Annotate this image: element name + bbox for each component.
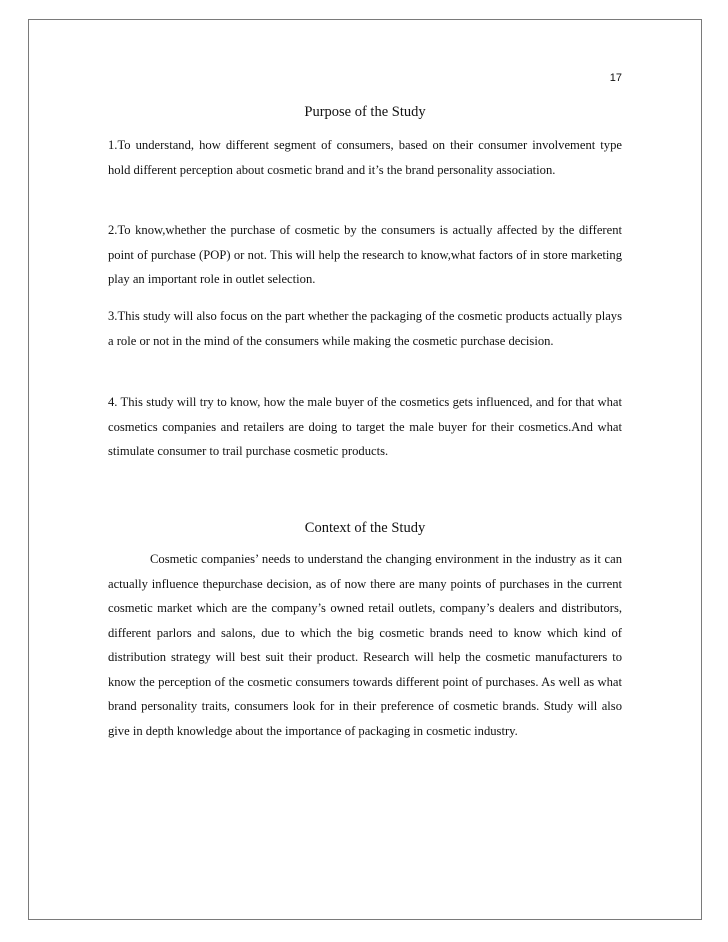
purpose-item-2: 2.To know,whether the purchase of cosmetic by the consumers is actually affected by the different point of purchase (POP) or not. This will help the research to know,what factors of in store marketing play an important role in outlet selection. [108,223,622,286]
context-heading: Context of the Study [304,520,426,536]
purpose-item-3: 3.This study will also focus on the part whether the packaging of the cosmetic products actually plays a role or not in the mind of the consumers while making the cosmetic purchase decision. [108,309,622,348]
context-body: Cosmetic companies’ needs to understand the changing environment in the industry as it can actually influence thepurchase decision, as of now there are many points of purchases in the current cosmetic market which are the company’s owned retail outlets, company’s dealers and distributors, different parlors and salons, due to which the big cosmetic brands need to know which kind of distribution strategy will best suit their product. Research will help the cosmetic manufacturers to know the perception of the cosmetic consumers towards different point of purchases. As well as what brand personality traits, consumers look for in their preference of cosmetic brands. Study will also give in depth knowledge about the importance of packaging in cosmetic industry. [108,552,622,738]
purpose-item-1: 1.To understand, how different segment of consumers, based on their consumer involvement type hold different perception about cosmetic brand and it’s the brand personality association. [108,138,622,177]
purpose-heading: Purpose of the Study [304,104,426,120]
purpose-item-4: 4. This study will try to know, how the male buyer of the cosmetics gets influenced, and for that what cosmetics companies and retailers are doing to target the male buyer for their cosmetics.And what stimulate consumer to trail purchase cosmetic products. [108,395,622,458]
page-number: 17 [609,72,622,84]
